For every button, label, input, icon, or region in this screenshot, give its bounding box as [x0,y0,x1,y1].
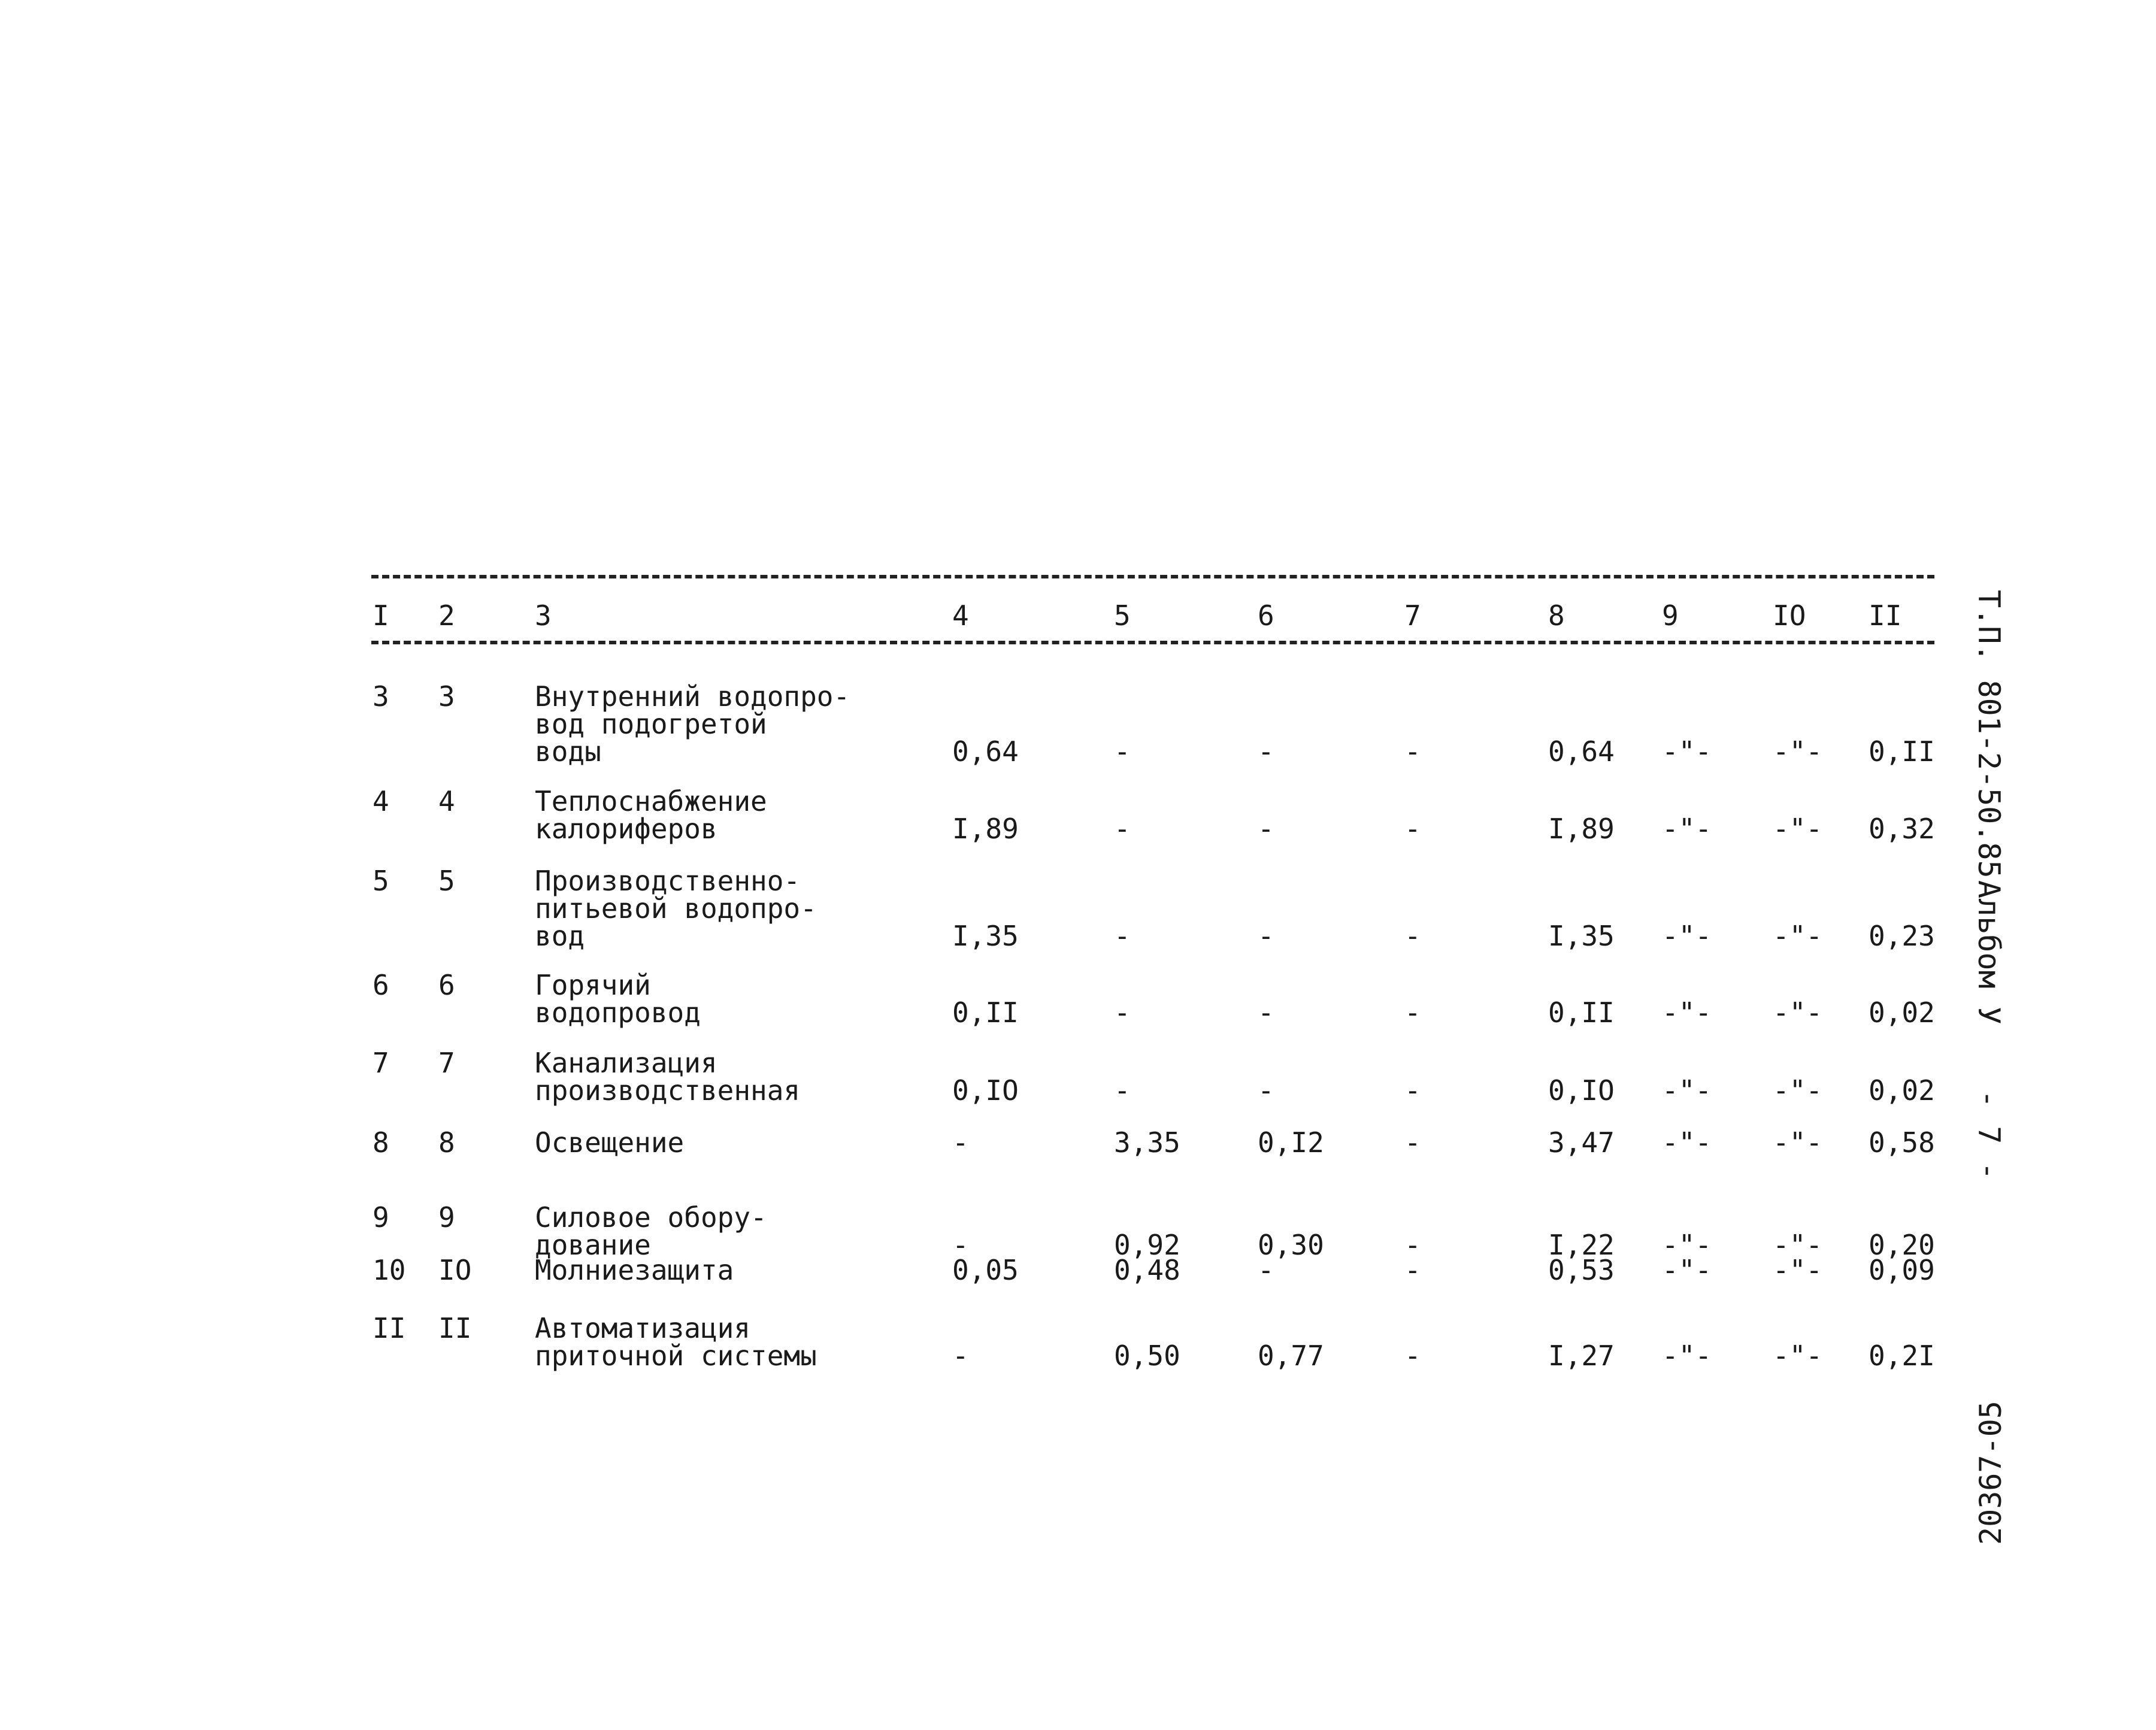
value-cell: -"- [1662,1340,1712,1372]
item-number-cell: 9 [438,1201,455,1234]
value-cell: -"- [1662,1074,1712,1107]
value-cell: -"- [1773,1126,1823,1159]
header-cell: 6 [1258,599,1274,632]
item-number-cell: 4 [438,785,455,817]
value-cell: - [1114,813,1131,845]
value-cell: 0,II [1548,996,1615,1029]
item-number-cell: 7 [438,1047,455,1079]
header-cell: I [373,599,389,632]
value-cell: - [1404,1126,1421,1159]
value-cell: - [1404,1229,1421,1261]
value-cell: - [1114,1074,1131,1107]
value-cell: - [1258,1074,1274,1107]
value-cell: - [1404,996,1421,1029]
header-cell: 8 [1548,599,1565,632]
description-cell: Автоматизация приточной системы [535,1312,817,1372]
value-cell: 3,35 [1114,1126,1180,1159]
value-cell: 0,IO [1548,1074,1615,1107]
top-dashed-rule [371,575,1934,578]
value-cell: 0,30 [1258,1229,1324,1261]
value-cell: - [952,1340,969,1372]
description-cell: Молниезащита [535,1254,734,1286]
value-cell: -"- [1773,1340,1823,1372]
description-cell: Производственно- питьевой водопро- вод [535,865,817,952]
header-cell: II [1869,599,1902,632]
value-cell: - [1258,920,1274,952]
value-cell: 0,II [952,996,1019,1029]
value-cell: 0,I2 [1258,1126,1324,1159]
row-number-cell: 3 [373,680,389,713]
value-cell: 0,64 [1548,735,1615,768]
description-cell: Силовое обору- дование [535,1201,767,1261]
item-number-cell: 3 [438,680,455,713]
value-cell: 0,53 [1548,1254,1615,1286]
header-cell: 5 [1114,599,1131,632]
item-number-cell: II [438,1312,472,1344]
description-cell: Внутренний водопро- вод подогретой воды [535,680,850,768]
value-cell: 0,02 [1869,996,1935,1029]
value-cell: 0,23 [1869,920,1935,952]
value-cell: 0,2I [1869,1340,1935,1372]
header-dashed-rule [371,641,1934,644]
value-cell: I,89 [1548,813,1615,845]
row-number-cell: 10 [373,1254,406,1286]
value-cell: - [1114,735,1131,768]
value-cell: 0,02 [1869,1074,1935,1107]
row-number-cell: II [373,1312,406,1344]
row-number-cell: 5 [373,865,389,897]
value-cell: 3,47 [1548,1126,1615,1159]
side-page-number: - 7 - [1972,1090,2006,1180]
value-cell: -"- [1662,920,1712,952]
value-cell: -"- [1662,735,1712,768]
value-cell: 0,58 [1869,1126,1935,1159]
value-cell: - [1258,813,1274,845]
row-number-cell: 6 [373,969,389,1001]
side-inventory-number: 20367-05 [1973,1401,2008,1545]
row-number-cell: 7 [373,1047,389,1079]
value-cell: -"- [1773,920,1823,952]
value-cell: I,22 [1548,1229,1615,1261]
item-number-cell: IO [438,1254,472,1286]
value-cell: - [1404,1074,1421,1107]
value-cell: I,35 [1548,920,1615,952]
value-cell: 0,77 [1258,1340,1324,1372]
value-cell: 0,32 [1869,813,1935,845]
value-cell: -"- [1662,996,1712,1029]
item-number-cell: 5 [438,865,455,897]
header-cell: 3 [535,599,552,632]
value-cell: 0,20 [1869,1229,1935,1261]
row-number-cell: 9 [373,1201,389,1234]
value-cell: 0,48 [1114,1254,1180,1286]
value-cell: -"- [1773,735,1823,768]
value-cell: - [1114,920,1131,952]
value-cell: 0,II [1869,735,1935,768]
value-cell: - [1404,813,1421,845]
value-cell: - [1404,735,1421,768]
value-cell: -"- [1773,996,1823,1029]
value-cell: -"- [1773,1074,1823,1107]
header-cell: 2 [438,599,455,632]
value-cell: - [952,1229,969,1261]
value-cell: -"- [1662,813,1712,845]
description-cell: Теплоснабжение калориферов [535,785,767,845]
value-cell: I,27 [1548,1340,1615,1372]
value-cell: -"- [1662,1126,1712,1159]
header-cell: 4 [952,599,969,632]
value-cell: - [1404,1254,1421,1286]
value-cell: - [1258,735,1274,768]
value-cell: -"- [1662,1229,1712,1261]
description-cell: Канализация производственная [535,1047,801,1107]
value-cell: 0,92 [1114,1229,1180,1261]
value-cell: 0,64 [952,735,1019,768]
header-cell: IO [1773,599,1806,632]
value-cell: I,89 [952,813,1019,845]
side-code: Т.П. 801-2-50.85 [1972,590,2006,878]
item-number-cell: 6 [438,969,455,1001]
value-cell: 0,50 [1114,1340,1180,1372]
row-number-cell: 8 [373,1126,389,1159]
item-number-cell: 8 [438,1126,455,1159]
value-cell: I,35 [952,920,1019,952]
header-cell: 9 [1662,599,1679,632]
value-cell: - [1404,920,1421,952]
value-cell: - [1258,1254,1274,1286]
value-cell: -"- [1773,813,1823,845]
description-cell: Горячий водопровод [535,969,701,1029]
value-cell: - [1258,996,1274,1029]
value-cell: 0,IO [952,1074,1019,1107]
value-cell: -"- [1662,1254,1712,1286]
value-cell: - [1404,1340,1421,1372]
value-cell: - [1114,996,1131,1029]
value-cell: 0,05 [952,1254,1019,1286]
header-cell: 7 [1404,599,1421,632]
value-cell: -"- [1773,1229,1823,1261]
description-cell: Освещение [535,1126,685,1159]
row-number-cell: 4 [373,785,389,817]
value-cell: 0,09 [1869,1254,1935,1286]
value-cell: - [952,1126,969,1159]
side-album: Альбом У [1972,880,2006,1025]
value-cell: -"- [1773,1254,1823,1286]
